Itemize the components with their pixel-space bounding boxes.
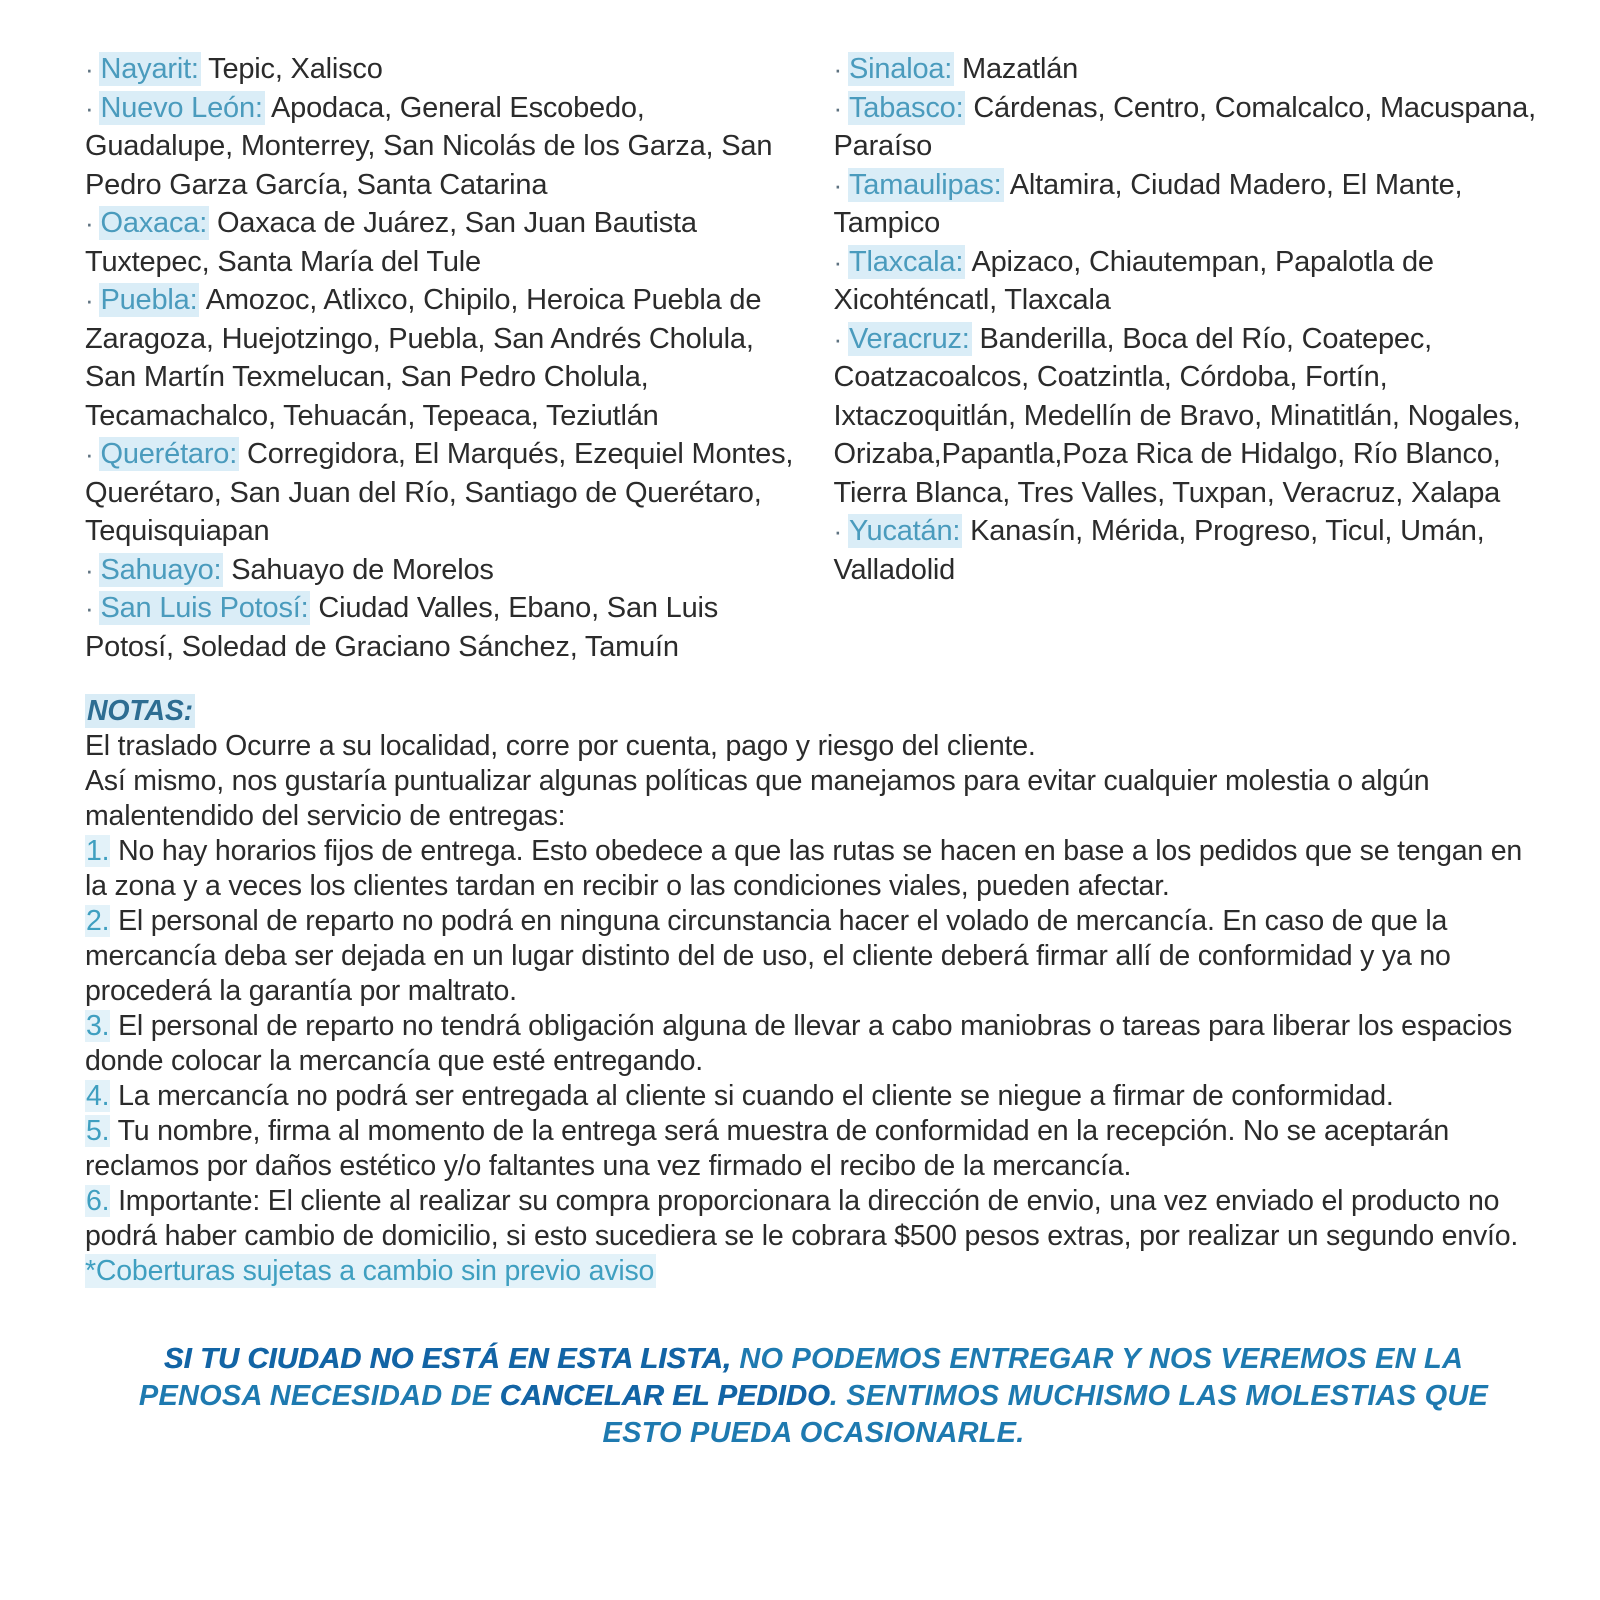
footer-segment: CANCELAR EL PEDIDO	[499, 1380, 830, 1412]
state-entry	[85, 204, 794, 281]
notas-intro-line-2: Así mismo, nos gustaría puntualizar algunas políticas que manejamos para evitar cualquier molestia o algún malentendido del servicio de entregas:	[85, 765, 1430, 832]
note-item	[85, 834, 1550, 904]
notas-section	[85, 694, 1550, 1289]
state-cities: Altamira, Ciudad Madero, El Mante, Tampico	[833, 168, 1463, 239]
state-entry	[834, 320, 1543, 513]
state-cities: Corregidora, El Marqués, Ezequiel Montes, Querétaro, San Juan del Río, Santiago de Querétaro, Tequisquiapan	[85, 438, 794, 547]
note-item	[85, 1009, 1550, 1079]
state-cities: Apizaco, Chiautempan, Papalotla de Xicohténcatl, Tlaxcala	[833, 245, 1434, 316]
footer-segment: NO PODEMOS ENTREGAR Y NOS VEREMOS EN LA PENOSA NECESIDAD DE	[138, 1343, 1464, 1412]
state-entry	[85, 551, 794, 590]
state-name: Nayarit:	[100, 53, 199, 85]
state-name: Puebla:	[100, 284, 198, 316]
note-text: El personal de reparto no podrá en ninguna circunstancia hacer el volado de mercancía. En caso de que la mercancía deba ser dejada en un lugar distinto del de uso, el cliente deberá firmar allí de conformidad y ya no procederá la garantía por maltrato.	[85, 905, 1451, 1007]
state-cities: Oaxaca de Juárez, San Juan Bautista Tuxtepec, Santa María del Tule	[85, 207, 697, 278]
notas-heading-line	[85, 694, 1550, 729]
coverage-column-right	[834, 50, 1543, 666]
state-name: Tabasco:	[848, 91, 964, 124]
note-number: 1.	[86, 835, 110, 867]
bullet-dot: ·	[85, 439, 94, 469]
state-name: Nuevo León:	[100, 91, 263, 124]
state-name: Querétaro:	[100, 438, 238, 470]
state-cities: Ciudad Valles, Ebano, San Luis Potosí, Soledad de Graciano Sánchez, Tamuín	[85, 592, 719, 663]
bullet-dot: ·	[85, 285, 94, 315]
state-cities: Amozoc, Atlixco, Chipilo, Heroica Puebla de Zaragoza, Huejotzingo, Puebla, San Andrés Cholula, San Martín Texmelucan, San Pedro Cholula, Tecamachalco, Tehuacán, Tepeaca, Teziutlán	[85, 284, 762, 432]
state-name: Sahuayo:	[100, 553, 222, 586]
bullet-dot: ·	[833, 323, 842, 354]
bullet-dot: ·	[85, 92, 94, 123]
note-number: 4.	[86, 1080, 110, 1112]
note-text: El personal de reparto no tendrá obligación alguna de llevar a cabo maniobras o tareas para liberar los espacios donde colocar la mercancía que esté entregando.	[85, 1010, 1513, 1077]
note-item	[85, 904, 1550, 1009]
note-number: 5.	[86, 1115, 110, 1147]
bullet-dot: ·	[833, 246, 842, 277]
note-item	[85, 1184, 1550, 1254]
bullet-dot: ·	[833, 92, 842, 123]
state-entry	[85, 589, 794, 666]
state-entry	[85, 435, 794, 551]
state-cities: Apodaca, General Escobedo, Guadalupe, Monterrey, San Nicolás de los Garza, San Pedro Garza García, Santa Catarina	[85, 91, 773, 201]
state-entry	[85, 89, 794, 205]
state-name: San Luis Potosí:	[100, 592, 309, 624]
bullet-dot: ·	[833, 516, 842, 546]
bullet-dot: ·	[833, 169, 842, 200]
state-name: Veracruz:	[848, 322, 970, 355]
state-name: Oaxaca:	[100, 207, 208, 239]
state-name: Tamaulipas:	[848, 168, 1002, 201]
state-name: Yucatán:	[848, 515, 961, 547]
state-entry	[834, 166, 1543, 243]
state-entry	[834, 50, 1543, 89]
state-cities: Sahuayo de Morelos	[231, 553, 494, 586]
state-entry	[834, 89, 1543, 166]
bullet-dot: ·	[85, 54, 94, 84]
state-entry	[85, 50, 794, 89]
state-name: Tlaxcala:	[848, 245, 964, 278]
coverage-footnote-line	[85, 1254, 1550, 1289]
state-cities: Tepic, Xalisco	[208, 53, 383, 85]
note-items	[85, 834, 1550, 1254]
note-item	[85, 1114, 1550, 1184]
note-text: Tu nombre, firma al momento de la entrega será muestra de conformidad en la recepción. No se aceptarán reclamos por daños estético y/o faltantes una vez firmado el recibo de la mercancía.	[85, 1115, 1450, 1182]
coverage-column-left	[85, 50, 794, 666]
state-entry	[834, 512, 1543, 589]
state-name: Sinaloa:	[848, 53, 953, 85]
note-text: La mercancía no podrá ser entregada al cliente si cuando el cliente se niegue a firmar de conformidad.	[118, 1080, 1394, 1112]
coverage-footnote: *Coberturas sujetas a cambio sin previo aviso	[85, 1255, 655, 1287]
notas-heading: NOTAS:	[87, 695, 193, 727]
note-number: 2.	[86, 905, 110, 937]
bullet-dot: ·	[85, 208, 94, 238]
coverage-columns	[85, 50, 1542, 666]
note-text: No hay horarios fijos de entrega. Esto obedece a que las rutas se hacen en base a los pedidos que se tengan en la zona y a veces los clientes tardan en recibir o las condiciones viales, pueden afectar.	[85, 835, 1523, 902]
state-entry	[85, 281, 794, 435]
state-cities: Banderilla, Boca del Río, Coatepec, Coatzacoalcos, Coatzintla, Córdoba, Fortín, Ixtaczoquitlán, Medellín de Bravo, Minatitlán, Nogales, Orizaba,Papantla,Poza Rica de Hidalgo, Río Blanco, Tierra Blanca, Tres Valles, Tuxpan, Veracruz, Xalapa	[833, 322, 1521, 509]
state-cities: Cárdenas, Centro, Comalcalco, Macuspana, Paraíso	[833, 91, 1536, 162]
bullet-dot: ·	[85, 593, 94, 623]
footer-segment: . SENTIMOS MUCHISMO LAS MOLESTIAS QUE ESTO PUEDA OCASIONARLE.	[602, 1380, 1489, 1449]
footer-notice	[129, 1341, 1499, 1452]
bullet-dot: ·	[833, 54, 842, 84]
note-item	[85, 1079, 1550, 1114]
state-cities: Mazatlán	[962, 53, 1079, 85]
footer-segment: SI TU CIUDAD NO ESTÁ EN ESTA LISTA,	[163, 1343, 740, 1375]
bullet-dot: ·	[85, 554, 94, 585]
notas-intro-line-1: El traslado Ocurre a su localidad, corre por cuenta, pago y riesgo del cliente.	[85, 730, 1036, 762]
state-entry	[834, 243, 1543, 320]
state-cities: Kanasín, Mérida, Progreso, Ticul, Umán, Valladolid	[833, 515, 1485, 586]
note-number: 6.	[86, 1185, 110, 1217]
note-number: 3.	[86, 1010, 110, 1042]
note-text: Importante: El cliente al realizar su compra proporcionara la dirección de envio, una vez enviado el producto no podrá haber cambio de domicilio, si esto sucediera se le cobrara $500 pesos extras, por realizar un segundo envío.	[85, 1185, 1519, 1252]
